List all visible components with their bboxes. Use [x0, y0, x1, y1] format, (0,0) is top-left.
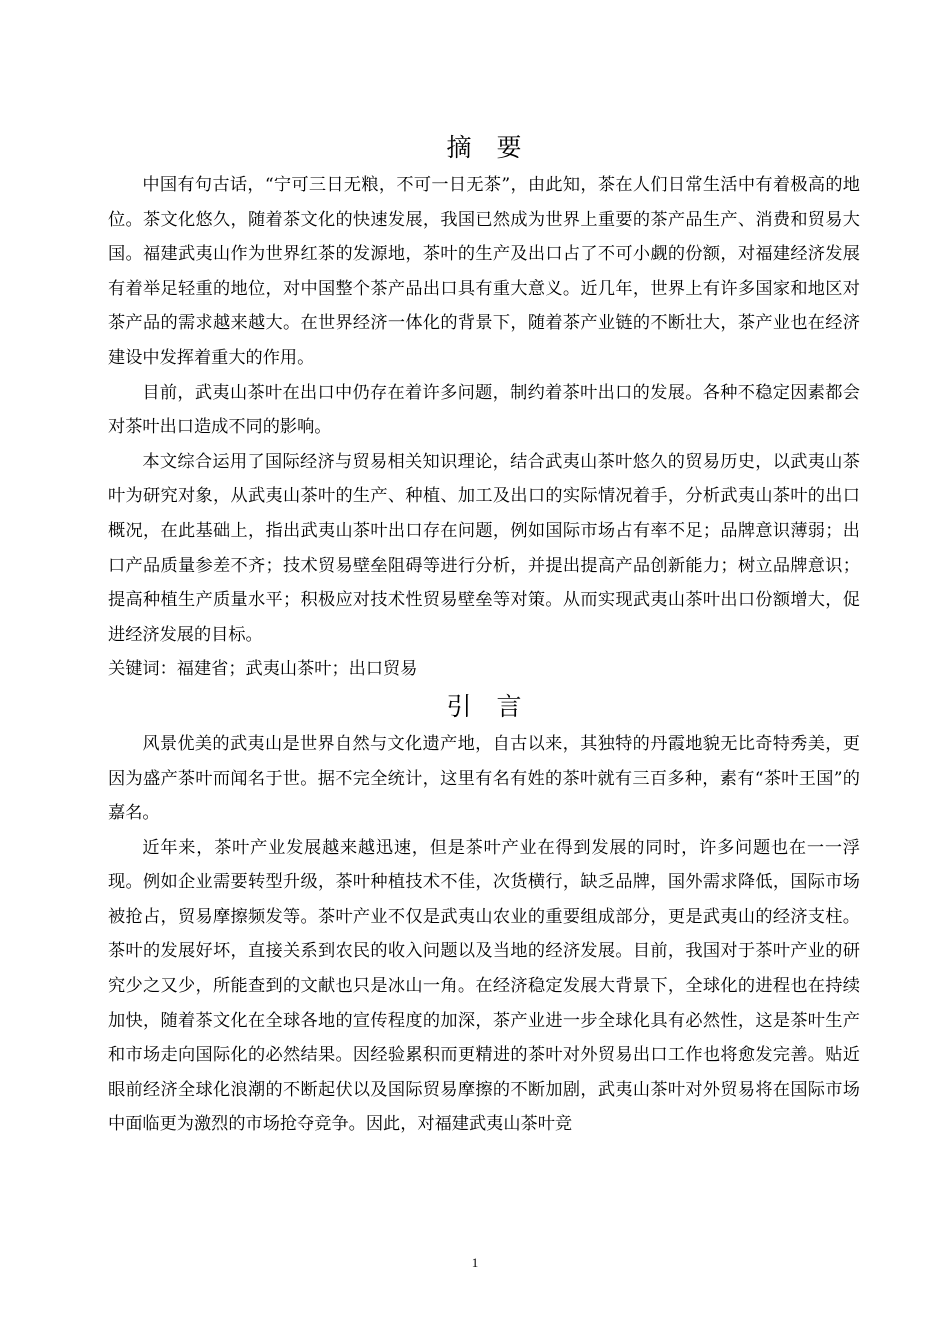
page-number: 1: [471, 1255, 479, 1270]
abstract-paragraph-2: 目前，武夷山茶叶在出口中仍存在着许多问题，制约着茶叶出口的发展。各种不稳定因素都会对茶叶出口造成不同的影响。: [108, 382, 860, 438]
introduction-paragraph-1: 风景优美的武夷山是世界自然与文化遗产地，自古以来，其独特的丹霞地貌无比奇特秀美，更因为盛产茶叶而闻名于世。据不完全统计，这里有名有姓的茶叶就有三百多种，素有“茶叶王国”的嘉名。: [108, 733, 860, 824]
abstract-paragraph-3: 本文综合运用了国际经济与贸易相关知识理论，结合武夷山茶叶悠久的贸易历史，以武夷山茶叶为研究对象，从武夷山茶叶的生产、种植、加工及出口的实际情况着手，分析武夷山茶叶的出口概况，在此基础上，指出武夷山茶叶出口存在问题，例如国际市场占有率不足；品牌意识薄弱；出口产品质量参差不齐；技术贸易壁垒阻碍等进行分析，并提出提高产品创新能力；树立品牌意识；提高种植生产质量水平；积极应对技术性贸易壁垒等对策。从而实现武夷山茶叶出口份额增大，促进经济发展的目标。: [108, 451, 860, 645]
keywords-line: 关键词：福建省；武夷山茶叶；出口贸易: [108, 659, 418, 680]
abstract-paragraph-1: 中国有句古话，“宁可三日无粮，不可一日无茶”，由此知，茶在人们日常生活中有着极高的地位。茶文化悠久，随着茶文化的快速发展，我国已然成为世界上重要的茶产品生产、消费和贸易大国。福建武夷山作为世界红茶的发源地，茶叶的生产及出口占了不可小觑的份额，对福建经济发展有着举足轻重的地位，对中国整个茶产品出口具有重大意义。近几年，世界上有许多国家和地区对茶产品的需求越来越大。在世界经济一体化的背景下，随着茶产业链的不断壮大，茶产业也在经济建设中发挥着重大的作用。: [108, 175, 860, 368]
introduction-paragraph-2: 近年来，茶叶产业发展越来越迅速，但是茶叶产业在得到发展的同时，许多问题也在一一浮现。例如企业需要转型升级，茶叶种植技术不佳，次货横行，缺乏品牌，国外需求降低，国际市场被抢占，贸易摩擦频发等。茶叶产业不仅是武夷山农业的重要组成部分，更是武夷山的经济支柱。茶叶的发展好坏，直接关系到农民的收入问题以及当地的经济发展。目前，我国对于茶叶产业的研究少之又少，所能查到的文献也只是冰山一角。在经济稳定发展大背景下，全球化的进程也在持续加快，随着茶文化在全球各地的宣传程度的加深，茶产业进一步全球化具有必然性，这是茶叶生产和市场走向国际化的必然结果。因经验累积而更精进的茶叶对外贸易出口工作也将愈发完善。贴近眼前经济全球化浪潮的不断起伏以及国际贸易摩擦的不断加剧，武夷山茶叶对外贸易将在国际市场中面临更为激烈的市场抢夺竞争。因此，对福建武夷山茶叶竞: [108, 837, 860, 1135]
page-content: [108, 128, 860, 1142]
introduction-title: 引言: [446, 691, 547, 721]
abstract-title: 摘要: [446, 133, 547, 162]
